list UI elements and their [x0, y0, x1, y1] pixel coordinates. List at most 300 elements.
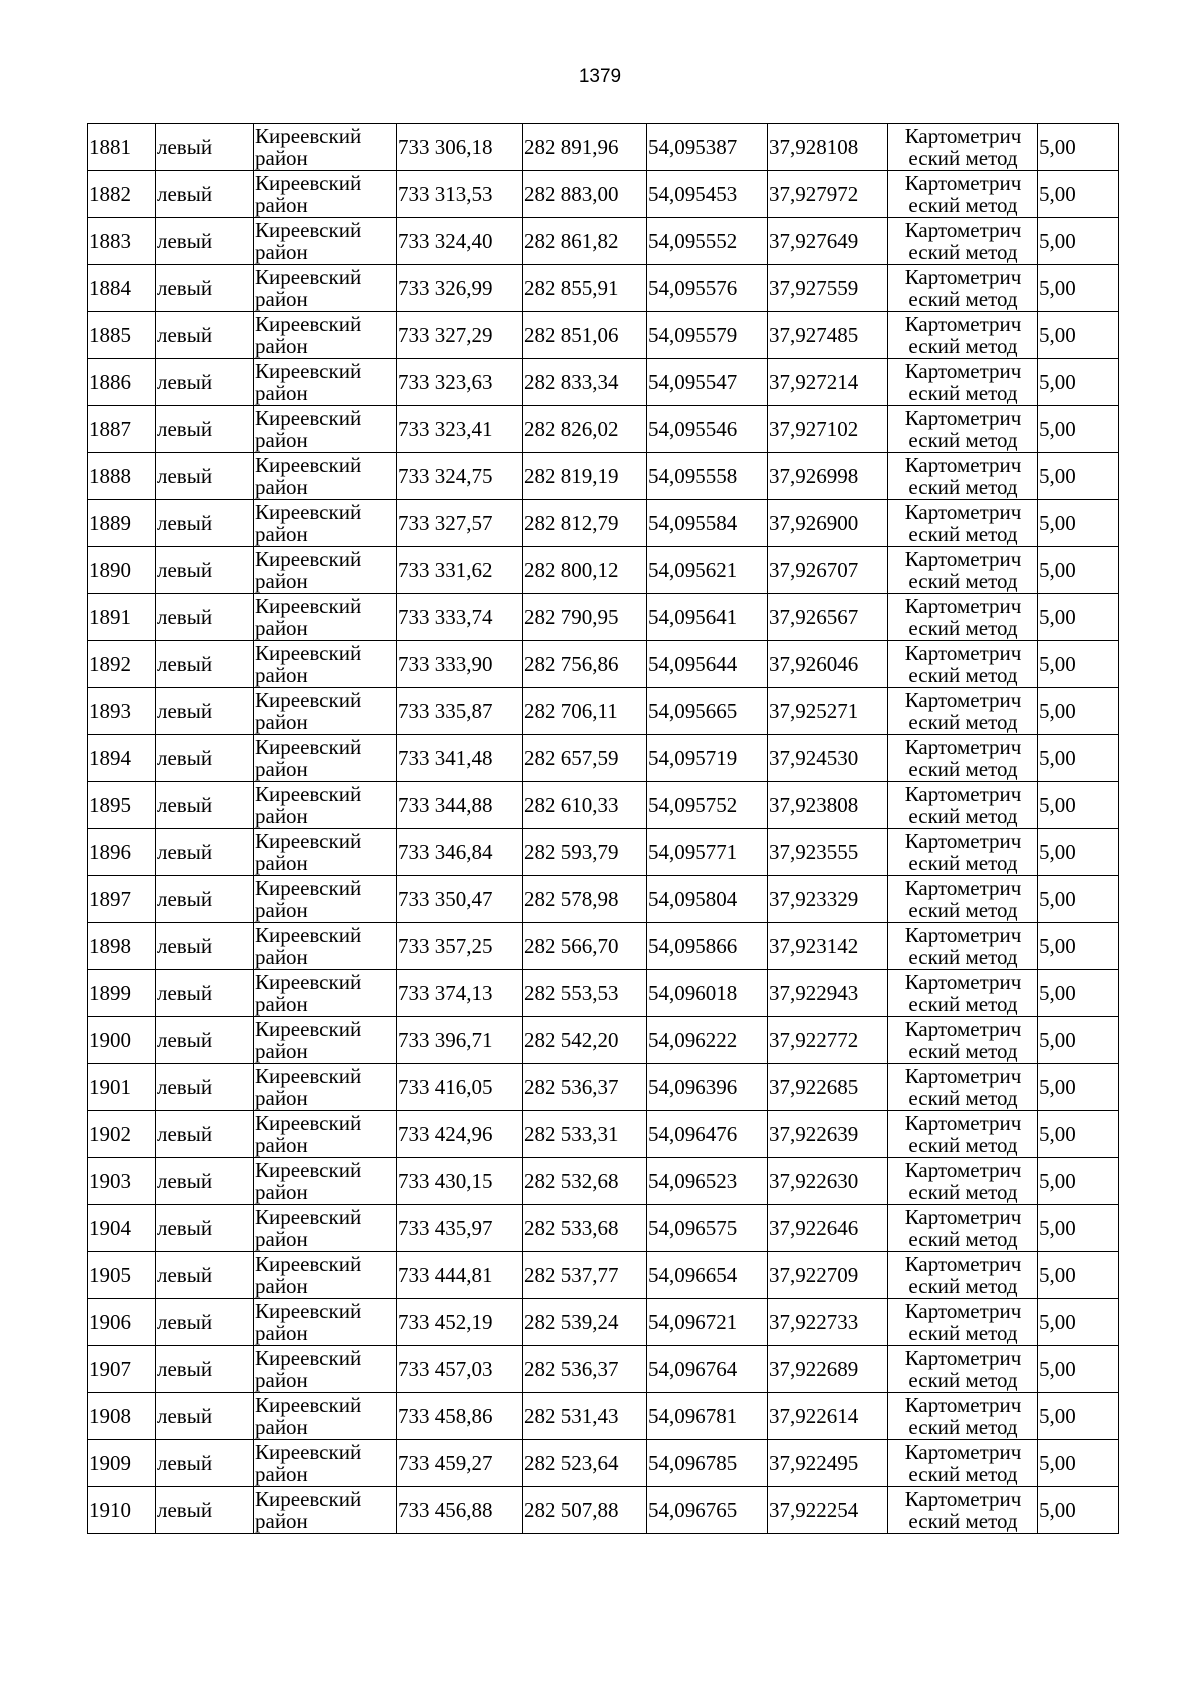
cell-accuracy: 5,00 [1038, 782, 1119, 829]
cell-longitude: 37,923808 [768, 782, 888, 829]
method-line: Картометрич [904, 923, 1022, 947]
cell-x-coordinate: 733 333,90 [397, 641, 523, 688]
cell-accuracy: 5,00 [1038, 265, 1119, 312]
method-line: Картометрич [904, 641, 1022, 665]
cell-x-coordinate: 733 374,13 [397, 970, 523, 1017]
method-line: еский метод [908, 334, 1018, 358]
cell-method [888, 782, 1038, 829]
district-line: район [255, 1133, 308, 1157]
method-line: еский метод [908, 1180, 1018, 1204]
table-row [88, 970, 1119, 1017]
table-row [88, 782, 1119, 829]
district-line: район [255, 146, 308, 170]
cell-method [888, 453, 1038, 500]
cell-accuracy: 5,00 [1038, 359, 1119, 406]
table-row [88, 1064, 1119, 1111]
cell-x-coordinate: 733 324,75 [397, 453, 523, 500]
cell-point-number: 1902 [88, 1111, 156, 1158]
district-line: район [255, 1180, 308, 1204]
cell-method [888, 312, 1038, 359]
district-line: Киреевский [255, 312, 362, 336]
cell-latitude: 54,095752 [647, 782, 768, 829]
method-line: еский метод [908, 757, 1018, 781]
cell-x-coordinate: 733 335,87 [397, 688, 523, 735]
method-line: еский метод [908, 898, 1018, 922]
cell-point-number: 1897 [88, 876, 156, 923]
district-line: Киреевский [255, 1252, 362, 1276]
cell-latitude: 54,096765 [647, 1487, 768, 1534]
table-row [88, 1252, 1119, 1299]
cell-latitude: 54,095453 [647, 171, 768, 218]
cell-y-coordinate: 282 533,31 [523, 1111, 647, 1158]
cell-district [254, 1346, 397, 1393]
method-line: еский метод [908, 428, 1018, 452]
method-line: Картометрич [904, 1064, 1022, 1088]
district-line: Киреевский [255, 1487, 362, 1511]
method-line: еский метод [908, 710, 1018, 734]
cell-accuracy: 5,00 [1038, 124, 1119, 171]
cell-x-coordinate: 733 344,88 [397, 782, 523, 829]
district-line: район [255, 1509, 308, 1533]
cell-x-coordinate: 733 326,99 [397, 265, 523, 312]
cell-longitude: 37,923555 [768, 829, 888, 876]
method-line: Картометрич [904, 594, 1022, 618]
method-line: Картометрич [904, 1393, 1022, 1417]
page-number: 1379 [578, 66, 622, 87]
method-line: еский метод [908, 522, 1018, 546]
cell-latitude: 54,095546 [647, 406, 768, 453]
cell-point-number: 1900 [88, 1017, 156, 1064]
cell-method [888, 923, 1038, 970]
cell-point-number: 1882 [88, 171, 156, 218]
cell-bank-side: левый [156, 829, 254, 876]
cell-x-coordinate: 733 424,96 [397, 1111, 523, 1158]
cell-y-coordinate: 282 536,37 [523, 1346, 647, 1393]
cell-latitude: 54,095558 [647, 453, 768, 500]
cell-y-coordinate: 282 790,95 [523, 594, 647, 641]
cell-district [254, 359, 397, 406]
cell-latitude: 54,095621 [647, 547, 768, 594]
cell-accuracy: 5,00 [1038, 1440, 1119, 1487]
cell-y-coordinate: 282 566,70 [523, 923, 647, 970]
cell-accuracy: 5,00 [1038, 1205, 1119, 1252]
cell-district [254, 1440, 397, 1487]
cell-method [888, 1393, 1038, 1440]
cell-bank-side: левый [156, 923, 254, 970]
cell-accuracy: 5,00 [1038, 641, 1119, 688]
method-line: еский метод [908, 1039, 1018, 1063]
district-line: Киреевский [255, 1299, 362, 1323]
cell-method [888, 359, 1038, 406]
cell-accuracy: 5,00 [1038, 500, 1119, 547]
cell-y-coordinate: 282 542,20 [523, 1017, 647, 1064]
cell-latitude: 54,095547 [647, 359, 768, 406]
district-line: район [255, 851, 308, 875]
cell-accuracy: 5,00 [1038, 218, 1119, 265]
district-line: район [255, 334, 308, 358]
method-line: еский метод [908, 1227, 1018, 1251]
district-line: Киреевский [255, 923, 362, 947]
district-line: район [255, 569, 308, 593]
cell-longitude: 37,922614 [768, 1393, 888, 1440]
cell-point-number: 1888 [88, 453, 156, 500]
district-line: район [255, 193, 308, 217]
cell-latitude: 54,095719 [647, 735, 768, 782]
district-line: район [255, 381, 308, 405]
cell-y-coordinate: 282 610,33 [523, 782, 647, 829]
method-line: еский метод [908, 945, 1018, 969]
cell-bank-side: левый [156, 1346, 254, 1393]
district-line: Киреевский [255, 124, 362, 148]
cell-method [888, 1346, 1038, 1393]
cell-y-coordinate: 282 593,79 [523, 829, 647, 876]
cell-accuracy: 5,00 [1038, 923, 1119, 970]
cell-accuracy: 5,00 [1038, 970, 1119, 1017]
cell-point-number: 1885 [88, 312, 156, 359]
cell-district [254, 453, 397, 500]
method-line: Картометрич [904, 782, 1022, 806]
table-row [88, 829, 1119, 876]
table-row [88, 547, 1119, 594]
method-line: Картометрич [904, 1487, 1022, 1511]
cell-longitude: 37,924530 [768, 735, 888, 782]
cell-method [888, 688, 1038, 735]
method-line: еский метод [908, 1133, 1018, 1157]
cell-x-coordinate: 733 435,97 [397, 1205, 523, 1252]
district-line: Киреевский [255, 1393, 362, 1417]
cell-district [254, 265, 397, 312]
cell-district [254, 641, 397, 688]
cell-x-coordinate: 733 324,40 [397, 218, 523, 265]
cell-method [888, 171, 1038, 218]
cell-district [254, 1393, 397, 1440]
cell-district [254, 312, 397, 359]
district-line: Киреевский [255, 500, 362, 524]
cell-y-coordinate: 282 507,88 [523, 1487, 647, 1534]
cell-district [254, 1111, 397, 1158]
cell-longitude: 37,926567 [768, 594, 888, 641]
cell-latitude: 54,095579 [647, 312, 768, 359]
cell-latitude: 54,095644 [647, 641, 768, 688]
cell-point-number: 1895 [88, 782, 156, 829]
cell-latitude: 54,096396 [647, 1064, 768, 1111]
cell-longitude: 37,923142 [768, 923, 888, 970]
district-line: Киреевский [255, 641, 362, 665]
method-line: Картометрич [904, 171, 1022, 195]
cell-x-coordinate: 733 396,71 [397, 1017, 523, 1064]
cell-latitude: 54,096654 [647, 1252, 768, 1299]
cell-point-number: 1909 [88, 1440, 156, 1487]
district-line: Киреевский [255, 1064, 362, 1088]
cell-latitude: 54,096721 [647, 1299, 768, 1346]
cell-bank-side: левый [156, 1111, 254, 1158]
cell-latitude: 54,096476 [647, 1111, 768, 1158]
cell-district [254, 1252, 397, 1299]
table-row [88, 171, 1119, 218]
cell-point-number: 1905 [88, 1252, 156, 1299]
cell-longitude: 37,926900 [768, 500, 888, 547]
method-line: Картометрич [904, 1158, 1022, 1182]
district-line: район [255, 522, 308, 546]
cell-district [254, 1205, 397, 1252]
cell-bank-side: левый [156, 970, 254, 1017]
table-row [88, 1299, 1119, 1346]
cell-longitude: 37,922689 [768, 1346, 888, 1393]
district-line: Киреевский [255, 1205, 362, 1229]
method-line: еский метод [908, 381, 1018, 405]
cell-latitude: 54,095804 [647, 876, 768, 923]
cell-method [888, 876, 1038, 923]
cell-district [254, 547, 397, 594]
cell-latitude: 54,096018 [647, 970, 768, 1017]
cell-method [888, 1440, 1038, 1487]
cell-point-number: 1904 [88, 1205, 156, 1252]
cell-longitude: 37,927102 [768, 406, 888, 453]
cell-x-coordinate: 733 444,81 [397, 1252, 523, 1299]
method-line: еский метод [908, 146, 1018, 170]
cell-district [254, 782, 397, 829]
cell-latitude: 54,095866 [647, 923, 768, 970]
cell-latitude: 54,096523 [647, 1158, 768, 1205]
cell-point-number: 1903 [88, 1158, 156, 1205]
table-row [88, 876, 1119, 923]
method-line: еский метод [908, 1274, 1018, 1298]
cell-accuracy: 5,00 [1038, 171, 1119, 218]
cell-x-coordinate: 733 456,88 [397, 1487, 523, 1534]
cell-latitude: 54,095387 [647, 124, 768, 171]
cell-y-coordinate: 282 531,43 [523, 1393, 647, 1440]
cell-longitude: 37,922646 [768, 1205, 888, 1252]
cell-method [888, 1017, 1038, 1064]
cell-accuracy: 5,00 [1038, 1487, 1119, 1534]
table-row [88, 500, 1119, 547]
district-line: район [255, 992, 308, 1016]
method-line: еский метод [908, 1509, 1018, 1533]
district-line: Киреевский [255, 1158, 362, 1182]
cell-accuracy: 5,00 [1038, 735, 1119, 782]
cell-district [254, 124, 397, 171]
cell-point-number: 1898 [88, 923, 156, 970]
table-row [88, 1017, 1119, 1064]
cell-longitude: 37,922685 [768, 1064, 888, 1111]
district-line: район [255, 1086, 308, 1110]
cell-accuracy: 5,00 [1038, 876, 1119, 923]
method-line: Картометрич [904, 1017, 1022, 1041]
cell-bank-side: левый [156, 124, 254, 171]
cell-accuracy: 5,00 [1038, 312, 1119, 359]
cell-district [254, 594, 397, 641]
cell-y-coordinate: 282 536,37 [523, 1064, 647, 1111]
cell-latitude: 54,095584 [647, 500, 768, 547]
table-row [88, 1393, 1119, 1440]
table-row [88, 1111, 1119, 1158]
cell-method [888, 641, 1038, 688]
cell-method [888, 1205, 1038, 1252]
cell-latitude: 54,095771 [647, 829, 768, 876]
cell-x-coordinate: 733 327,29 [397, 312, 523, 359]
method-line: еский метод [908, 1368, 1018, 1392]
cell-latitude: 54,096222 [647, 1017, 768, 1064]
cell-bank-side: левый [156, 171, 254, 218]
table-row [88, 1487, 1119, 1534]
method-line: еский метод [908, 1415, 1018, 1439]
method-line: еский метод [908, 616, 1018, 640]
cell-method [888, 1158, 1038, 1205]
cell-longitude: 37,926998 [768, 453, 888, 500]
cell-y-coordinate: 282 532,68 [523, 1158, 647, 1205]
method-line: Картометрич [904, 1252, 1022, 1276]
district-line: район [255, 1415, 308, 1439]
cell-method [888, 1252, 1038, 1299]
coordinates-table [87, 123, 1119, 1534]
method-line: Картометрич [904, 265, 1022, 289]
cell-point-number: 1889 [88, 500, 156, 547]
district-line: район [255, 1368, 308, 1392]
cell-longitude: 37,922943 [768, 970, 888, 1017]
cell-district [254, 876, 397, 923]
table-row [88, 735, 1119, 782]
cell-latitude: 54,095576 [647, 265, 768, 312]
district-line: район [255, 1462, 308, 1486]
district-line: Киреевский [255, 265, 362, 289]
district-line: район [255, 898, 308, 922]
method-line: еский метод [908, 663, 1018, 687]
cell-longitude: 37,927559 [768, 265, 888, 312]
method-line: еский метод [908, 475, 1018, 499]
table-row [88, 923, 1119, 970]
cell-method [888, 1487, 1038, 1534]
cell-point-number: 1896 [88, 829, 156, 876]
cell-bank-side: левый [156, 735, 254, 782]
cell-point-number: 1910 [88, 1487, 156, 1534]
method-line: Картометрич [904, 970, 1022, 994]
district-line: Киреевский [255, 218, 362, 242]
method-line: еский метод [908, 240, 1018, 264]
cell-y-coordinate: 282 657,59 [523, 735, 647, 782]
cell-point-number: 1881 [88, 124, 156, 171]
method-line: Картометрич [904, 312, 1022, 336]
cell-district [254, 1158, 397, 1205]
cell-latitude: 54,095641 [647, 594, 768, 641]
cell-y-coordinate: 282 833,34 [523, 359, 647, 406]
cell-longitude: 37,923329 [768, 876, 888, 923]
method-line: Картометрич [904, 124, 1022, 148]
table-row [88, 359, 1119, 406]
cell-latitude: 54,096764 [647, 1346, 768, 1393]
method-line: Картометрич [904, 500, 1022, 524]
method-line: еский метод [908, 287, 1018, 311]
cell-point-number: 1908 [88, 1393, 156, 1440]
cell-point-number: 1890 [88, 547, 156, 594]
cell-longitude: 37,922639 [768, 1111, 888, 1158]
cell-point-number: 1886 [88, 359, 156, 406]
cell-district [254, 1487, 397, 1534]
cell-bank-side: левый [156, 500, 254, 547]
cell-longitude: 37,922254 [768, 1487, 888, 1534]
cell-y-coordinate: 282 523,64 [523, 1440, 647, 1487]
district-line: Киреевский [255, 406, 362, 430]
cell-y-coordinate: 282 826,02 [523, 406, 647, 453]
district-line: Киреевский [255, 547, 362, 571]
method-line: еский метод [908, 804, 1018, 828]
cell-district [254, 1017, 397, 1064]
cell-district [254, 1299, 397, 1346]
cell-accuracy: 5,00 [1038, 1064, 1119, 1111]
cell-bank-side: левый [156, 453, 254, 500]
cell-longitude: 37,922772 [768, 1017, 888, 1064]
cell-longitude: 37,927972 [768, 171, 888, 218]
district-line: Киреевский [255, 171, 362, 195]
district-line: Киреевский [255, 782, 362, 806]
method-line: еский метод [908, 193, 1018, 217]
cell-method [888, 735, 1038, 782]
cell-accuracy: 5,00 [1038, 1299, 1119, 1346]
cell-y-coordinate: 282 812,79 [523, 500, 647, 547]
cell-accuracy: 5,00 [1038, 1017, 1119, 1064]
district-line: Киреевский [255, 1440, 362, 1464]
cell-bank-side: левый [156, 782, 254, 829]
cell-x-coordinate: 733 350,47 [397, 876, 523, 923]
method-line: Картометрич [904, 359, 1022, 383]
district-line: район [255, 475, 308, 499]
cell-longitude: 37,926707 [768, 547, 888, 594]
cell-x-coordinate: 733 323,41 [397, 406, 523, 453]
cell-district [254, 500, 397, 547]
cell-latitude: 54,095665 [647, 688, 768, 735]
table-row [88, 406, 1119, 453]
cell-method [888, 1299, 1038, 1346]
cell-method [888, 547, 1038, 594]
method-line: Картометрич [904, 1205, 1022, 1229]
method-line: еский метод [908, 1462, 1018, 1486]
cell-longitude: 37,922630 [768, 1158, 888, 1205]
table-row [88, 1346, 1119, 1393]
cell-x-coordinate: 733 331,62 [397, 547, 523, 594]
cell-method [888, 970, 1038, 1017]
table-row [88, 312, 1119, 359]
cell-method [888, 500, 1038, 547]
district-line: Киреевский [255, 1346, 362, 1370]
cell-x-coordinate: 733 323,63 [397, 359, 523, 406]
cell-bank-side: левый [156, 1158, 254, 1205]
method-line: Картометрич [904, 453, 1022, 477]
cell-bank-side: левый [156, 406, 254, 453]
district-line: Киреевский [255, 594, 362, 618]
method-line: еский метод [908, 851, 1018, 875]
cell-accuracy: 5,00 [1038, 1346, 1119, 1393]
cell-accuracy: 5,00 [1038, 453, 1119, 500]
district-line: район [255, 710, 308, 734]
cell-y-coordinate: 282 756,86 [523, 641, 647, 688]
method-line: Картометрич [904, 406, 1022, 430]
cell-latitude: 54,096575 [647, 1205, 768, 1252]
method-line: еский метод [908, 992, 1018, 1016]
table-row [88, 265, 1119, 312]
district-line: Киреевский [255, 970, 362, 994]
cell-y-coordinate: 282 578,98 [523, 876, 647, 923]
cell-longitude: 37,925271 [768, 688, 888, 735]
cell-y-coordinate: 282 891,96 [523, 124, 647, 171]
cell-x-coordinate: 733 357,25 [397, 923, 523, 970]
table-row [88, 594, 1119, 641]
cell-accuracy: 5,00 [1038, 1111, 1119, 1158]
cell-point-number: 1893 [88, 688, 156, 735]
cell-bank-side: левый [156, 547, 254, 594]
table-row [88, 1440, 1119, 1487]
district-line: район [255, 287, 308, 311]
cell-x-coordinate: 733 313,53 [397, 171, 523, 218]
cell-bank-side: левый [156, 1064, 254, 1111]
